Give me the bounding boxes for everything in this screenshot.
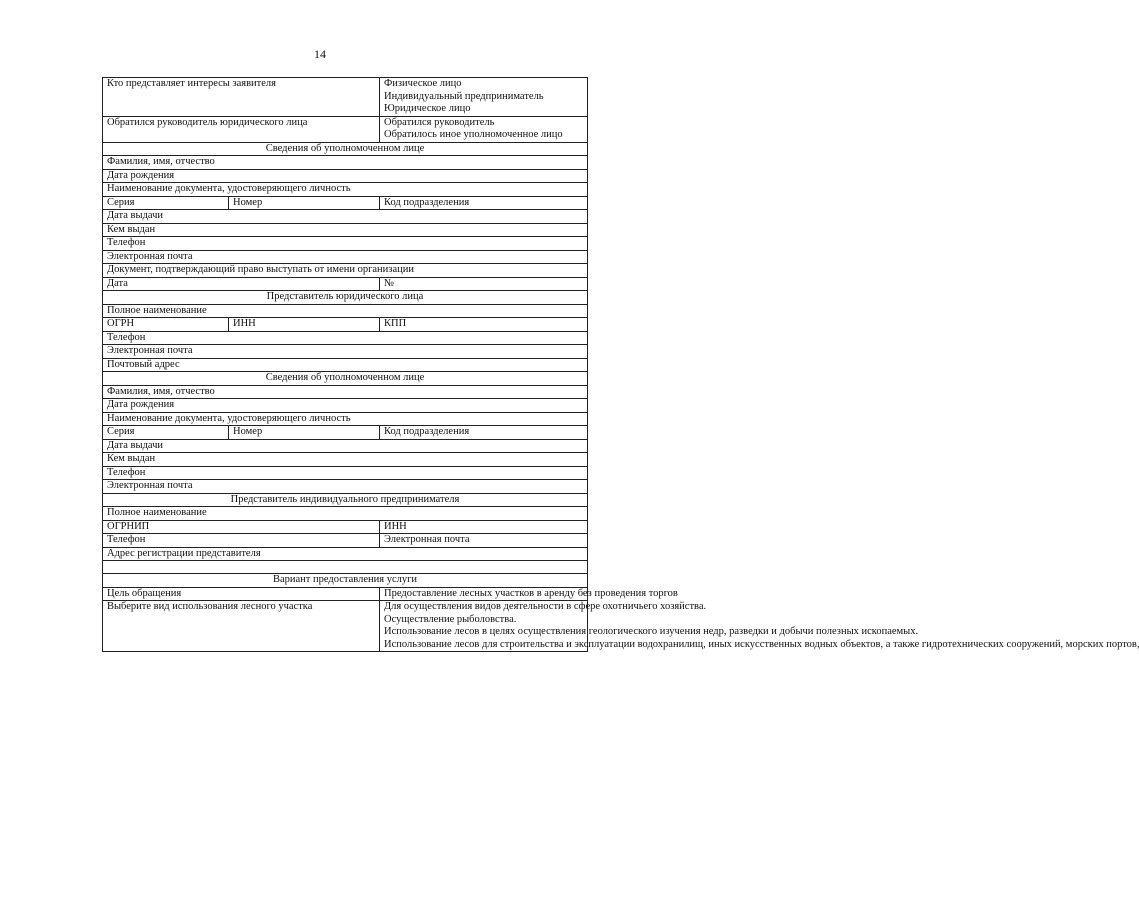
usage-option-hunting[interactable]: Для осуществления видов деятельности в сфере охотничьего хозяйства. [384,601,707,612]
purpose-label: Цель обращения [103,587,380,601]
head-request-row [103,116,588,142]
ip-rep-heading: Представитель индивидуального предпринимателя [103,493,588,507]
authorized-1-date-field[interactable]: Дата [103,277,380,291]
authorized-2-issued-by-field[interactable]: Кем выдан [103,453,588,467]
legal-rep-inn-field[interactable]: ИНН [229,318,380,332]
authorized-2-number-field[interactable]: Номер [229,426,380,440]
authorized-1-series-field[interactable]: Серия [103,196,229,210]
authorized-1-doc-name-field[interactable]: Наименование документа, удостоверяющего личность [103,183,588,197]
ip-rep-email-field[interactable]: Электронная почта [380,534,588,548]
legal-rep-postal-field[interactable]: Почтовый адрес [103,358,588,372]
authorized-1-birth-date-field[interactable]: Дата рождения [103,169,588,183]
purpose-value[interactable]: Предоставление лесных участков в аренду без проведения торгов [380,587,588,601]
head-request-options[interactable] [380,116,588,142]
head-request-question: Обратился руководитель юридического лица [103,116,380,142]
authorized-1-email-field[interactable]: Электронная почта [103,250,588,264]
authorized-2-series-field[interactable]: Серия [103,426,229,440]
authorized-1-number-field[interactable]: Номер [229,196,380,210]
legal-rep-ogrn-field[interactable]: ОГРН [103,318,229,332]
option-head[interactable]: Обратился руководитель [384,116,495,128]
page-number: 14 [314,47,326,61]
authorized-1-heading: Сведения об уполномоченном лице [103,142,588,156]
authorized-2-issue-date-field[interactable]: Дата выдачи [103,439,588,453]
authorized-2-birth-date-field[interactable]: Дата рождения [103,399,588,413]
legal-rep-email-field[interactable]: Электронная почта [103,345,588,359]
service-heading: Вариант предоставления услуги [103,574,588,588]
authorized-2-phone-field[interactable]: Телефон [103,466,588,480]
ip-rep-address-field[interactable]: Адрес регистрации представителя [103,547,588,561]
legal-rep-full-name-field[interactable]: Полное наименование [103,304,588,318]
authorized-1-issue-date-field[interactable]: Дата выдачи [103,210,588,224]
authorized-2-email-field[interactable]: Электронная почта [103,480,588,494]
authorized-1-issued-by-field[interactable]: Кем выдан [103,223,588,237]
representative-options[interactable] [380,78,588,117]
option-individual[interactable]: Физическое лицо [384,78,462,89]
option-other-person[interactable]: Обратилось иное уполномоченное лицо [384,129,563,140]
authorized-1-authority-doc-field[interactable]: Документ, подтверждающий право выступать от имени организации [103,264,588,278]
usage-option-geology[interactable]: Использование лесов в целях осуществления геологического изучения недр, разведки и добычи полезных ископаемых. [384,626,919,637]
application-form-table [102,77,1139,652]
option-entrepreneur[interactable]: Индивидуальный предприниматель [384,90,544,102]
authorized-2-division-code-field[interactable]: Код подразделения [380,426,588,440]
authorized-1-phone-field[interactable]: Телефон [103,237,588,251]
authorized-2-heading: Сведения об уполномоченном лице [103,372,588,386]
representative-row [103,78,588,117]
authorized-2-full-name-field[interactable]: Фамилия, имя, отчество [103,385,588,399]
legal-rep-kpp-field[interactable]: КПП [380,318,588,332]
usage-options[interactable] [380,601,1139,652]
legal-rep-phone-field[interactable]: Телефон [103,331,588,345]
authorized-2-doc-name-field[interactable]: Наименование документа, удостоверяющего личность [103,412,588,426]
ip-rep-ogrnip-field[interactable]: ОГРНИП [103,520,380,534]
representative-question: Кто представляет интересы заявителя [103,78,380,117]
authorized-1-full-name-field[interactable]: Фамилия, имя, отчество [103,156,588,170]
legal-rep-heading: Представитель юридического лица [103,291,588,305]
blank-row [103,561,588,574]
ip-rep-full-name-field[interactable]: Полное наименование [103,507,588,521]
option-legal-entity[interactable]: Юридическое лицо [384,103,471,114]
ip-rep-inn-field[interactable]: ИНН [380,520,588,534]
ip-rep-phone-field[interactable]: Телефон [103,534,380,548]
usage-option-fishing[interactable]: Осуществление рыболовства. [384,613,517,625]
authorized-1-division-code-field[interactable]: Код подразделения [380,196,588,210]
authorized-1-number-sign-field[interactable]: № [380,277,588,291]
usage-label: Выберите вид использования лесного участка [103,601,380,652]
usage-option-reservoirs[interactable]: Использование лесов для строительства и эксплуатации водохранилищ, иных искусственных водных объектов, а также гидротехнических сооружений, морских портов, [384,638,1139,650]
